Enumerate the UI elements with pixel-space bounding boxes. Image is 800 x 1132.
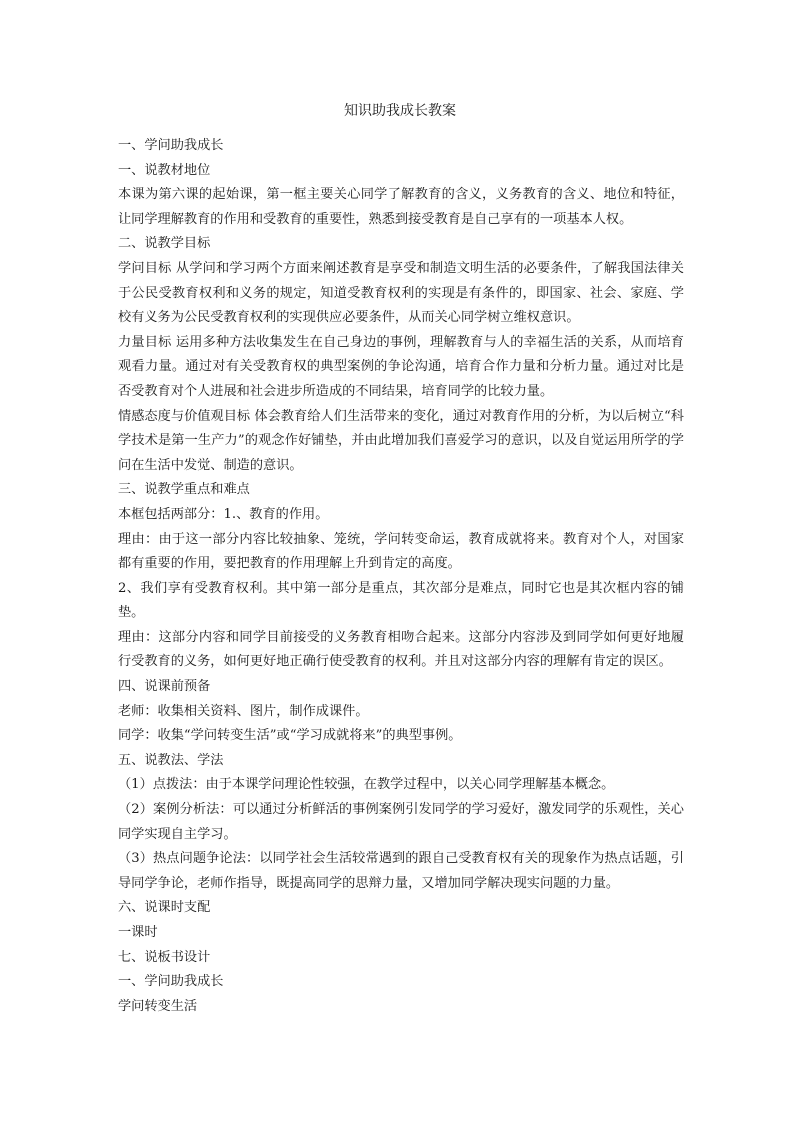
subsection-heading: 六、说课时支配 — [118, 900, 211, 916]
paragraph: 一、学问助我成长 — [118, 974, 224, 990]
list-item: （2）案例分析法：可以通过分析鲜活的事例案例引发同学的学习爱好，激发同学的乐观性，关心同学实现自主学习。 — [118, 802, 684, 842]
paragraph: 学问转变生活 — [118, 998, 198, 1014]
list-item: （1）点拨法：由于本课学问理论性较强，在教学过程中，以关心同学理解基本概念。 — [118, 777, 615, 793]
section-heading: 一、学问助我成长 — [118, 138, 224, 153]
list-item: （3）热点问题争论法：以同学社会生活较常遇到的跟自己受教育权有关的现象作为热点话题，引导同学争论，老师作指导，既提高同学的思辩力量，又增加同学解决现实问题的力量。 — [118, 851, 684, 891]
subsection-heading: 七、说板书设计 — [118, 949, 211, 965]
paragraph: 理由：这部分内容和同学目前接受的义务教育相吻合起来。这部分内容涉及到同学如何更好地履行受教育的义务，如何更好地正确行使受教育的权利。并且对这部分内容的理解有肯定的误区。 — [118, 629, 684, 670]
paragraph: 老师：收集相关资料、图片，制作成课件。 — [118, 703, 369, 719]
paragraph: 力量目标 运用多种方法收集发生在自己身边的事例，理解教育与人的幸福生活的关系，从而培育观看力量。通过对有关受教育权的典型案例的争论沟通，培育合作力量和分析力量。通过对比是否受教育对个人进展和社会进步所造成的不同结果，培育同学的比较力量。 — [118, 334, 684, 399]
paragraph: 2、我们享有受教育权利。其中第一部分是重点，其次部分是难点，同时它也是其次框内容的铺垫。 — [118, 580, 684, 621]
paragraph: 同学：收集“学问转变生活”或“学习成就将来”的典型事例。 — [118, 728, 462, 744]
paragraph: 本框包括两部分：1.、教育的作用。 — [118, 506, 329, 522]
paragraph: 一课时 — [118, 925, 158, 940]
document-title: 知识助我成长教案 — [344, 103, 456, 119]
document-body — [118, 134, 684, 1019]
subsection-heading: 四、说课前预备 — [118, 679, 211, 695]
paragraph: 理由：由于这一部分内容比较抽象、笼统，学问转变命运，教育成就将来。教育对个人，对国家都有重要的作用，要把教育的作用理解上升到肯定的高度。 — [118, 531, 684, 572]
paragraph: 情感态度与价值观目标 体会教育给人们生活带来的变化，通过对教育作用的分析，为以后树立“科学技术是第一生产力”的观念作好铺垫，并由此增加我们喜爱学习的意识，以及自觉运用所学的学问在生活中发觉、制造的意识。 — [118, 408, 684, 473]
paragraph: 本课为第六课的起始课，第一框主要关心同学了解教育的含义，义务教育的含义、地位和特征，让同学理解教育的作用和受教育的重要性，熟悉到接受教育是自己享有的一项基本人权。 — [118, 187, 684, 227]
subsection-heading: 三、说教学重点和难点 — [118, 482, 250, 498]
paragraph: 学问目标 从学问和学习两个方面来阐述教育是享受和制造文明生活的必要条件，了解我国法律关于公民受教育权利和义务的规定，知道受教育权利的实现是有条件的，即国家、社会、家庭、学校有义务为公民受教育权利的实现供应必要条件，从而关心同学树立维权意识。 — [118, 260, 684, 326]
subsection-heading: 二、说教学目标 — [118, 236, 211, 252]
subsection-heading: 一、说教材地位 — [118, 162, 211, 178]
subsection-heading: 五、说教法、学法 — [118, 752, 224, 768]
